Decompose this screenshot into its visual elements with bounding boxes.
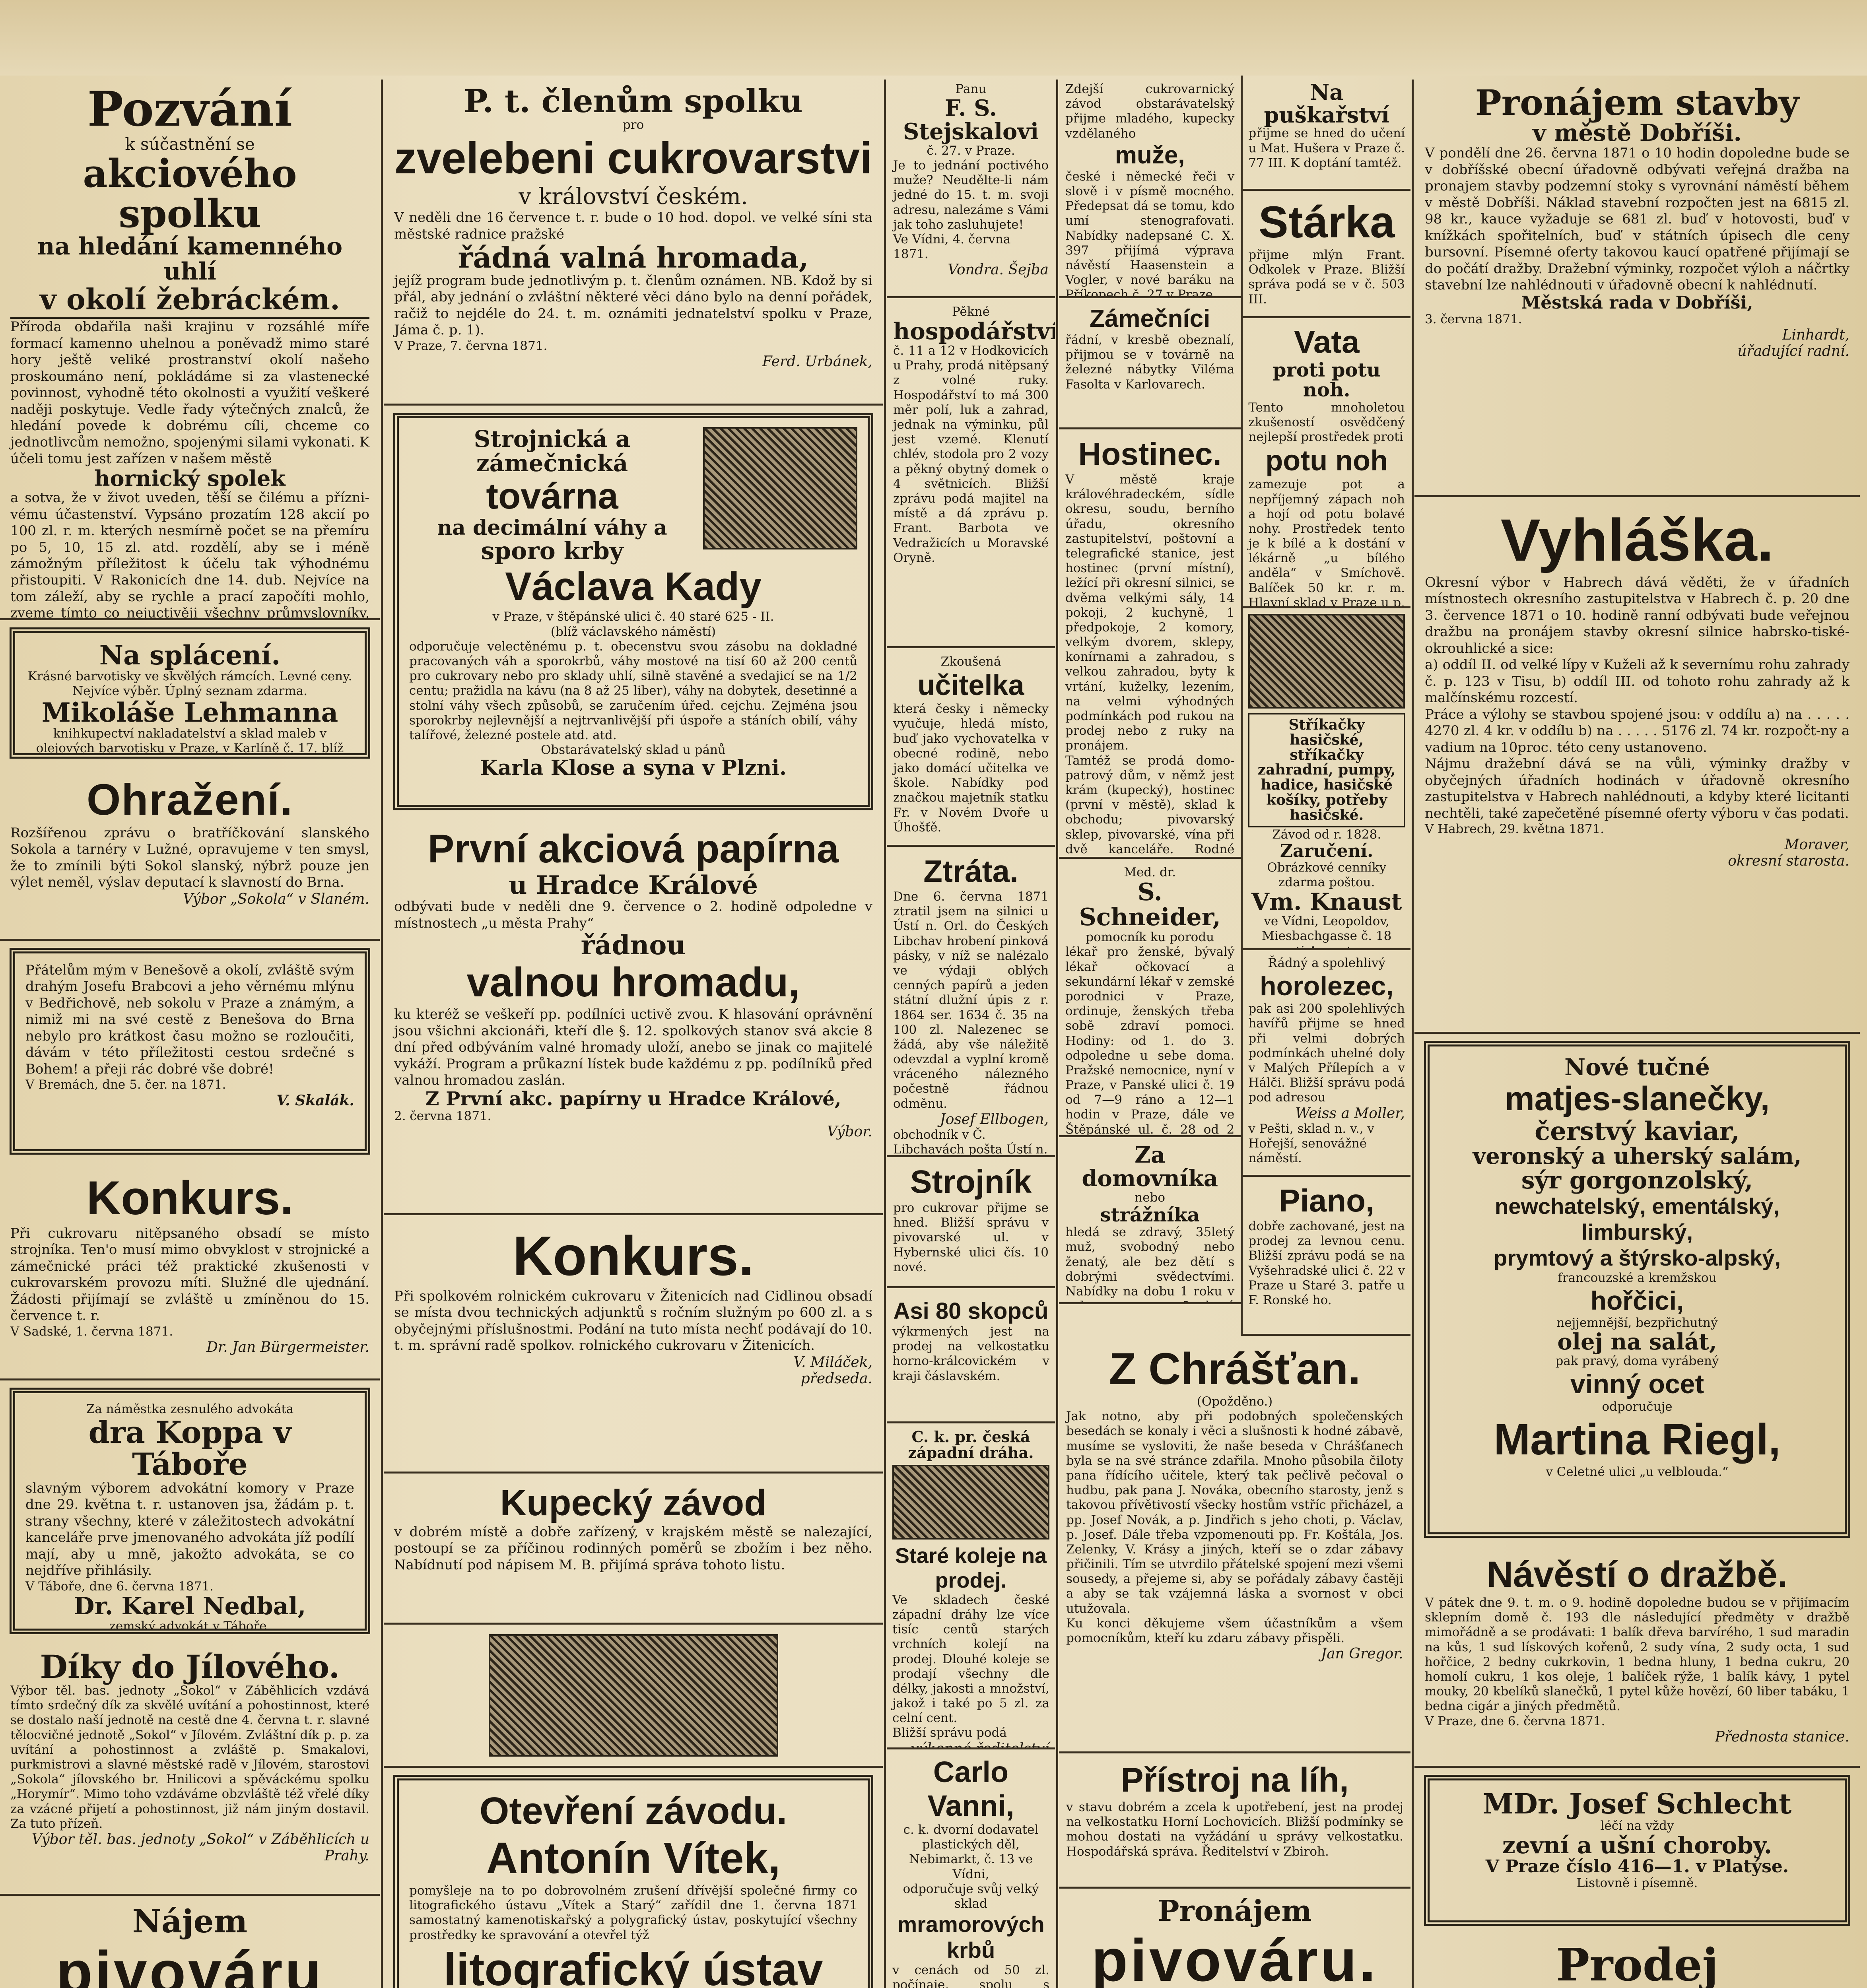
ad-body: zamezuje pot a nepříjemný zápach noh a hojí od potu bolavé nohy. Prostředek tento je k bílé a k dostání v lékárně „u bílého anděla“ v Smíchově. Balíček 50 kr. r. m. Hlavní sklad v Praze u p.	[1248, 477, 1405, 608]
ad-title: hospodářství	[893, 319, 1049, 344]
ad-address: v Celetné ulici „u velblouda.“	[1440, 1465, 1834, 1479]
ad-subtitle: (Opožděno.)	[1066, 1394, 1403, 1409]
ad-subtitle: odporučuje svůj velký sklad	[892, 1882, 1049, 1911]
ad-body: pro cukrovar přijme se hned. Bližší správu v pivovarské ul. v Hybernské ulici čís. 10 nové.	[893, 1201, 1049, 1275]
ad-title: Otevření závodu.	[409, 1789, 857, 1833]
ad-body: hledá se zdravý, 35letý muž, svobodný nebo ženatý, ale bez dětí s dobrými svědectvími. Nabídky na dobu 1 roku v	[1065, 1225, 1234, 1304]
ad-title: Kupecký závod	[394, 1482, 872, 1524]
ad-date: V Sadské, 1. června 1871.	[10, 1324, 369, 1339]
ad-date: V Praze, 7. června 1871.	[394, 339, 872, 353]
ad-subtitle: v městě Dobříši.	[1425, 121, 1850, 145]
ad-body: odporučuje velectěnému p. t. obecenstvu svou zásobu na dokladné pracovaných váh a sporokrbů, váhy mostové na tisí 60 až 200 centů pro cukrovary nebo pro sklady uhlí, silně stavěné a svedajicí se na 1/2 centu; pražidla na kávu (na 8 až 25 liber), váhy na dobytek, desetinné a stolní váhy všech způsobů, se zaručením úřed. cejchu. Zejména jsou sporokrby nejlevnější a nejtrvanlivější při úspoře a stáních obilí, váhy talířové, železné postele atd. atd.	[409, 639, 857, 743]
ad-emphasis: řádnou	[394, 932, 872, 959]
ad-body: a) oddíl II. od velké lípy v Kuželi až k severnímu rohu zahrady č. p. 123 v Tisu, b) oddíl III. od tohoto rohu zahrady až k malčínskému rozcestí.	[1425, 657, 1850, 706]
ad-signature: předseda.	[394, 1371, 872, 1387]
ad-title: Ztráta.	[893, 853, 1049, 889]
ad-line: vinný ocet	[1440, 1369, 1834, 1400]
ad-body: Výbor těl. bas. jednoty „Sokol“ v Záběhlicích vzdává tímto srdečný dík za skvělé uvítání a pohostinnost, které se dostalo naší jednotě na cestě dne 4. června t. r. slavné tělocvičné jednotě „Sokol“ v Jílovém. Zvláštní dík p. p. za uvítání a pohostinnost a zvláště p. Smakalovi, purkmistrovi a slavné městské radě v Jílovém, starostovi „Sokola“ jílovského br. Hnilicovi a spěváckému spolku „Horymír“. Mimo toho vzdáváme obzvláště též vřelé díky za vzácné přijetí a pohostinnost, již nám jiným dostavil. Za tuto přízeň.	[10, 1683, 369, 1831]
ad-date: V Bremách, dne 5. čer. na 1871.	[25, 1077, 354, 1092]
ad-headline: valnou hromadu,	[394, 959, 872, 1006]
ad-body: dobře zachované, jest na prodej za levnou cenu. Bližší zprávu podá se na Vyšehradské ulici č. 22 v Praze u Staré 3. patře u F. Ronské ho.	[1248, 1219, 1405, 1308]
ad-title: Pozvání	[10, 84, 369, 134]
ad-subtitle: Bližší správu podá	[892, 1726, 1049, 1740]
ad-title: Strojník	[893, 1163, 1049, 1201]
ad-signature: Moraver,	[1425, 837, 1850, 853]
ad-subtitle: c. k. dvorní dodavatel plastických děl, Nebimarkt, č. 13 ve Vídni,	[892, 1823, 1049, 1882]
ad-body: Ve skladech české západní dráhy lze více tisíc centů starých vrchních kolejí na prodej. Dlouhé koleje se prodají všechny dle délky, jakosti a množství, jakož i také po 5 zl. za celní cent.	[892, 1593, 1049, 1726]
ad-signature: Přednosta stanice.	[1425, 1729, 1850, 1745]
ad-emphasis: muže,	[1065, 141, 1234, 169]
ad-signature: Výbor „Sokola“ v Slaném.	[10, 891, 369, 907]
ad-signature: Linhardt,	[1425, 327, 1850, 343]
ad-body: Ku konci děkujeme všem účastníkům a všem pomocníkům, kteří ku zdaru zábavy přispěli.	[1066, 1616, 1403, 1646]
ad-title: Na splácení.	[25, 642, 354, 669]
ad-body: lékař pro ženské, bývalý lékař očkovací a sekundární lékař v zemské porodnici v Praze, ordinuje, ženských třeba sobě zdraví pomoci. Hodiny: od 1. do 3. odpoledne u sebe doma. Pražské nemocnice, nyní v Praze, v Panské ulici č. 19 od 7—9 ráno a 12—1 hodin v Praze, dále ve Štěpánské ul. č. 28 od 2	[1065, 945, 1234, 1137]
ad-signature: obchodník v Č. Libchavách pošta Ústí n.	[893, 1128, 1049, 1157]
ad-body: řádní, v kresbě obeznalí, přijmou se v továrně na železné nábytky Viléma Fasolta v Karlovarech.	[1065, 333, 1234, 392]
ad-subtitle: Zaručení.	[1248, 842, 1405, 860]
ad-title: Asi 80 skopců	[892, 1298, 1049, 1324]
ad-body: Okresní výbor v Habrech dává věděti, že v úřadních místnostech okresního zastupitelstva v Habrech č. p. 20 dne 3. července 1871 o 10. hodině ranní odbývati bude veřejnou dražbu na pronájem stavby okresní silnice habrsko-tiské-okrouhlické a sice:	[1425, 575, 1850, 657]
ad-title: S. Schneider,	[1065, 880, 1234, 930]
ad-headline: továrna	[409, 476, 695, 517]
ad-title: Díky do Jílového.	[10, 1650, 369, 1683]
ad-emphasis: potu noh	[1248, 445, 1405, 477]
ad-headline: Staré koleje na prodej.	[892, 1543, 1049, 1593]
ad-note: (blíž václavského náměstí)	[409, 625, 857, 639]
ad-footer: Obstarávatelský sklad u pánů	[409, 743, 857, 757]
ad-body: V neděli dne 16 července t. r. bude o 10 hod. dopol. ve velké síni sta městské radnice pražské	[394, 210, 872, 243]
ad-subtitle: k súčastnění se	[10, 134, 369, 154]
ad-headline: na hledání kamenného uhlí	[10, 234, 369, 284]
ad-title: MDr. Josef Schlecht	[1440, 1789, 1834, 1819]
ad-title: Piano,	[1248, 1182, 1405, 1219]
ad-signature: výkonné ředitelství	[892, 1741, 1049, 1749]
ad-body: v cenách od 50 zl. počínaje, spolu s	[892, 1963, 1049, 1988]
ad-title: Nájem	[10, 1905, 369, 1938]
ad-headline: akciového spolku	[10, 154, 369, 234]
ad-line: francouzské a kremžskou	[1440, 1271, 1834, 1285]
ad-body: Tamtéž se prodá domo-patrový dům, v němž jest krám (kupecký), hostinec (první v městě), sklad k obchodu; pivovarský sklep, pivovarské, vína při dvě kanceláře. Rodné	[1065, 753, 1234, 859]
ad-body: Tento mnoholetou zkušeností osvědčený nejlepší prostředek proti	[1248, 400, 1405, 445]
ad-signature: Vondra. Šejba	[893, 262, 1049, 278]
ad-signature: Dr. Karel Nedbal,	[25, 1594, 354, 1619]
ad-body: přijme mlýn Frant. Odkolek v Praze. Bližší správa podá se v č. 503 III.	[1248, 248, 1405, 307]
ad-signature: Josef Ellbogen,	[893, 1111, 1049, 1128]
ad-line: hořčici,	[1440, 1285, 1834, 1316]
ad-name: Mikoláše Lehmanna	[25, 699, 354, 726]
ad-line: odporučuje	[1440, 1400, 1834, 1414]
ad-signature: Městská rada v Dobříši,	[1425, 294, 1850, 312]
ad-signature: V. Skalák.	[25, 1092, 354, 1109]
ad-subtitle: č. 27. v Praze.	[893, 144, 1049, 158]
ad-title: Stříkačky hasičské, stříkačky zahradní, pumpy, hadice, hasičské košíky, potřeby hasičské.	[1248, 713, 1405, 827]
ad-title: Z Chrášťan.	[1066, 1343, 1403, 1394]
ad-body: Rozšířenou zprávu o bratříčkování slanského Sokola a tarnéry v Lužné, opravujeme v ten smysl, že to zmínili býti Sokol slanský, nýbrž pouze jen výlet neměl, výslav deputací k slavností do Brna.	[10, 825, 369, 891]
ad-subtitle: léčí na vždy	[1440, 1819, 1834, 1833]
ad-body: Dne 6. června 1871 ztratil jsem na silnici u Ústí n. Orl. do Českých Libchav hrobení pinková pásky, v níž se nalézalo ve výdaji oblých cenných papírů a jeden státní dlužní úpis z r. 1864 ser. 1634 č. 35 na 100 zl. Nalezenec se žádá, aby vše náležitě odevzdal a vyplní kromě vráceného nálezného počestně řádnou odměnu.	[893, 889, 1049, 1111]
ad-headline: mramorových krbů	[892, 1911, 1049, 1963]
ad-signature: Jan Gregor.	[1066, 1646, 1403, 1662]
ad-emphasis: hornický spolek	[10, 467, 369, 490]
ad-body: přijme se hned do učení u Mat. Hušera v Praze č. 77 III. K doptání tamtéž.	[1248, 126, 1405, 171]
ad-subtitle: Závod od r. 1828.	[1248, 827, 1405, 842]
ad-subtitle: sporo krby	[409, 539, 695, 564]
ad-title: Vata	[1248, 324, 1405, 360]
ad-subtitle: nebo	[1065, 1190, 1234, 1205]
ad-body: V pondělí dne 26. června 1871 o 10 hodin dopoledne bude se v dobříšské obecní úřadovně odbývati veřejná dražba na pronajem stavby podzemní stoky s vyrovnání náměstí během v městě Dobříši. Náklad stavební rozpočten jest na 6815 zl. 98 kr., kauce vyžaduje se 681 zl. buď v hotovosti, buď v knížkách spořitelních, buď v státních úpisech dle ceny bursovní. Písemné oferty takovou kaucí opatřené přijímají se do počátí dražby. Dražební výminky, rozpočet výloh a náčrtky stavební lze nahlédnouti v úřadovně obecní k nahlédnutí.	[1425, 145, 1850, 293]
ad-line: veronský a uherský salám,	[1440, 1145, 1834, 1168]
ad-line: nejjemnější, bezpřichutný	[1440, 1316, 1834, 1330]
ad-name: Václava Kady	[409, 564, 857, 610]
ad-footer: Karla Klose a syna v Plzni.	[409, 757, 857, 779]
ad-signature: V. Miláček,	[394, 1354, 872, 1371]
ad-body: slavným výborem advokátní komory v Praze dne 29. května t. r. ustanoven jsa, žádám p. t. strany všechny, které v záležitostech advokátní kanceláře prve jmenovaného advokáta jíž podílí mají, aby u mně, jakožto advokáta, se co nejdříve přihlásily.	[25, 1480, 354, 1579]
ad-signature: okresní starosta.	[1425, 853, 1850, 869]
ad-subtitle: Obrázkové cenníky zdarma poštou.	[1248, 860, 1405, 890]
ad-line: pak pravý, doma vyrábený	[1440, 1354, 1834, 1369]
ad-title: Za domovníka	[1065, 1143, 1234, 1190]
ad-signature: Dr. Jan Bürgermeister.	[10, 1339, 369, 1355]
ad-title: Ohražení.	[10, 775, 369, 825]
ad-title: učitelka	[893, 669, 1049, 702]
ad-headline: litografický ústav	[409, 1943, 857, 1988]
ad-title: Prodej	[1425, 1942, 1850, 1988]
ad-body: v stavu dobrém a zcela k upotřebení, jest na prodej na velkostatku Horní Lochovicích. Bližší podmínky se mohou dostati na vyžádání u správy velkostatku. Hospodářská správa. Ředitelství v Zbiroh.	[1066, 1800, 1403, 1859]
ad-body: V městě kraje královéhradeckém, sídle okresu, soudu, berního úřadu, okresního zastupitelství, poštovní a telegrafické stanice, jest hostinec (první místní), ležící při okresní silnici, se dvěma velkými sály, 14 pokoji, 2 kuchyně, 1 předpokoje, 2 komory, velkým dvorem, sklepy, konírnami a zahradou, s velkou zahradou, byty k vrtání, kuželky, lezením, na velmi výhodných podmínkách pod rukou na prodej nebo z ruky na pronájem.	[1065, 472, 1234, 753]
ad-signature: úřadující radní.	[1425, 343, 1850, 359]
ad-title: C. k. pr. česká západní dráha.	[892, 1429, 1049, 1461]
ad-subtitle: Panu	[893, 82, 1049, 97]
ad-body: jejíž program bude jednotlivým p. t. členům oznámen. NB. Kdož by si přál, aby jednání o zvláštní některé věci dáno bylo na denní pořádek, račiž to nejdéle do 24. t. m. oznámiti jednatelství spolku v Praze, Jáma č. p. 1).	[394, 273, 872, 339]
ad-body: ku kteréž se veškeří pp. podílníci uctivě zvou. K hlasování oprávnění jsou všichni akcionáři, kteří dle §. 12. spolkových stanov svá akcie 8 dní před odbýváním valné hromady uloží, anebo se jinak co majitelé vykáží. Program a průkazní lístek bude každému z pp. podílníků před valnou hromadou zaslán.	[394, 1006, 872, 1089]
ad-headline: v okolí žebráckém.	[10, 284, 369, 319]
ad-name: Martina Riegl,	[1440, 1414, 1834, 1465]
ad-headline: pivováru	[10, 1938, 369, 1988]
ad-name: Antonín Vítek,	[409, 1833, 857, 1883]
ad-address: ve Vídni, Leopoldov, Miesbachgasse č. 18	[1248, 914, 1405, 950]
ad-line: sýr gorgonzolský,	[1440, 1168, 1834, 1193]
ad-subtitle: Nové tučné	[1440, 1055, 1834, 1079]
ad-body: která česky i německy vyučuje, hledá místo, buď jako vychovatelka v obecné rodině, nebo jako domácí učitelka ve škole. Nabídky pod značkou majetník statku Fr. v Novém Dvoře u Úhošťě.	[893, 702, 1049, 835]
ad-body: výkrmených jest na prodej na velkostatku horno-králcovickém v kraji čáslavském.	[892, 1324, 1049, 1384]
ad-address: V Praze číslo 416—1. v Platýse.	[1440, 1858, 1834, 1876]
ad-subtitle: u Hradce Králové	[394, 872, 872, 899]
ad-signature: Z První akc. papírny u Hradce Králové,	[394, 1089, 872, 1109]
ad-title: Pronájem stavby	[1425, 84, 1850, 121]
ad-title: Stárka	[1248, 196, 1405, 248]
ad-body: Při cukrovaru nitěpsaného obsadí se místo strojníka. Ten'o musí mimo obvyklost v strojnické a zámečnické práci též praktické zkušenosti v cukrovarském provozu míti. Služné dle ujednání. Žádosti přijímají se zvláště u zmíněnou do 15. července t. r.	[10, 1225, 369, 1324]
ad-line: olej na salát,	[1440, 1330, 1834, 1354]
ad-body: odbývati bude v neděli dne 9. července o 2. hodině odpoledne v místnostech „u města Prahy“	[394, 899, 872, 932]
ad-subtitle: Med. dr.	[1065, 865, 1234, 880]
ad-date: V Táboře, dne 6. června 1871.	[25, 1579, 354, 1594]
ad-body: Nájmu dražební dává se na vůli, výminky dražby v obyčejných úřadních hodinách v úřadovně okresního zastupitelstva v Habrech nahlédnouti, a kdyby které licitanti nechtěli, také zapečetěné písemné oferty výboru v čas podati.	[1425, 756, 1850, 822]
ad-headline: zvelebeni cukrovarstvi	[394, 132, 872, 184]
ad-address: knihkupectví nakladatelství a sklad maleb v olejových barvotisku v Praze, v Karlíně č. 17. blíž	[25, 726, 354, 759]
ad-body: Při spolkovém rolnickém cukrovaru v Žitenicích nad Cidlinou obsadí se místa dvou technických adjunktů s ročním služným po 600 zl. a s obyčejnými příslušnostmi. Podání na tuto místa nechť podávají do 10. t. m. správní radě spolkov. rolnického cukrovaru v Žitenicích.	[394, 1288, 872, 1354]
ad-title: Vyhláška.	[1425, 506, 1850, 575]
ad-title: První akciová papírna	[394, 826, 872, 872]
ad-body: v dobrém místě a dobře zařízený, v krajském městě se nalezající, postoupí se za příčinou rodinných poměrů se zbožím i bez něho. Nabídnutí pod nápisem M. B. přijímá správa tohoto listu.	[394, 1524, 872, 1573]
ad-subtitle: strážníka	[1065, 1205, 1234, 1225]
ad-subtitle: Pěkné	[893, 305, 1049, 319]
ad-date: 2. června 1871.	[394, 1109, 872, 1124]
ad-title: F. S. Stejskalovi	[893, 97, 1049, 144]
ad-body: Je to jednání poctivého muže? Neudělte-li nám jedné do 15. t. m. svoji adresu, nalezáme s Vámi jak toho zasluhujete!	[893, 158, 1049, 232]
ad-name: Vm. Knaust	[1248, 890, 1405, 914]
ad-line: prymtový a štýrsko-alpský,	[1440, 1245, 1834, 1271]
ad-title: Strojnická a zámečnická	[409, 427, 695, 476]
ad-subtitle: Za náměstka zesnulého advokáta	[25, 1402, 354, 1417]
ad-body: Práce a výlohy se stavbou spojené jsou: v oddílu a) na . . . . . 4270 zl. 4 kr. v oddílu b) na . . . . . 5176 zl. 74 kr. rozpočt-ny a vadium na 10proc. této ceny ustanoveno.	[1425, 707, 1850, 756]
ad-subtitle: proti potu noh.	[1248, 360, 1405, 400]
ad-title: Carlo Vanni,	[892, 1755, 1049, 1823]
ad-subtitle: v království českém.	[394, 184, 872, 210]
ad-title: horolezec,	[1248, 971, 1405, 1002]
ad-line: matjes-slanečky,	[1440, 1079, 1834, 1118]
ad-subtitle: Zkoušená	[893, 654, 1049, 669]
ad-date: Ve Vídni, 4. června 1871.	[893, 232, 1049, 262]
ad-title: Konkurs.	[10, 1171, 369, 1225]
ad-signature: v Pešti, sklad n. v., v Hořejší, senovážné náměstí.	[1248, 1122, 1405, 1166]
ad-date: 3. června 1871.	[1425, 312, 1850, 327]
ad-body: zevní a ušní choroby.	[1440, 1833, 1834, 1858]
ad-body: č. 11 a 12 v Hodkovicích u Prahy, prodá nitěpsaný z volné ruky. Hospodářství to má 300 měr polí, luk a zahrad, jednak na výminku, půl jest vzemé. Klenutí chlév, stodola pro 2 vozy a pěkný obytný domek o 4 světnicích. Bližší zprávu podá majitel na místě a dá zprávu p. Frant. Barbota ve Vedražicích u Moravské Oryně.	[893, 344, 1049, 565]
ad-date: V Habrech, 29. května 1871.	[1425, 822, 1850, 837]
ad-title: Přístroj na líh,	[1066, 1761, 1403, 1800]
ad-signature: Výbor těl. bas. jednoty „Sokol“ v Záběhlicích u Prahy.	[10, 1831, 369, 1864]
ad-title: Na puškařství	[1248, 81, 1405, 126]
ad-address: v Praze, v štěpánské ulici č. 40 staré 625 - II.	[409, 610, 857, 624]
ad-line: čerstvý kaviar,	[1440, 1118, 1834, 1145]
ad-signature: Ferd. Urbánek,	[394, 353, 872, 370]
ad-subtitle: Pronájem	[1066, 1896, 1403, 1926]
ad-body: české i německé řeči v slově i v písmě mocného. Předepsat dá se tomu, kdo umí stenografovati. Nabídky nadepsané C. X. 397 přijímá výprava návěstí Haasenstein a Vogler, v nové baráku na Příkopech č. 27 v Praze.	[1065, 169, 1234, 298]
ad-title: Konkurs.	[394, 1224, 872, 1288]
ad-body: Jak notno, aby při podobných společenských besedách se konaly i věci a slušnosti k hodné zábavě, musíme se vysloviti, že naše beseda v Chrášťanech byla se na své stránce zdařila. Mnoho působila čiloty pana řídícího učitele, který tak pečlivě pečoval o hudbu, pak pana J. Nováka, obecního starosty, jenž s takovou přívětivostí všecky hostům vstříc přicházel, a pp. Josef Novák, a p. Jindřich s jeho choti, p. Václav, p. Josef. Dále třeba vzpomenouti pp. Fr. Koštála, Jos. Zelenky, V. Krásy a jiných, kteří se o zdar zábavy přičinili. Tím se utvrdilo přátelské spojení mezi všemi sousedy, a přejeme si, aby se pořádaly zábavy častěji a aby se tak vzájemná láska a svornost v obci utužovala.	[1066, 1409, 1403, 1616]
ad-title: Návěstí o dražbě.	[1425, 1554, 1850, 1596]
ad-body: Zdejší cukrovarnický závod obstarávatelský přijme mladého, kupecky vzdělaného	[1065, 82, 1234, 141]
ad-signature: Weiss a Moller,	[1248, 1105, 1405, 1122]
ad-body: Příroda obdařila naši krajinu v rozsáhlé míře formací kamenno uhelnou a poněvadž mimo staré hory ještě veliké prostranství okolí našeho proskoumáno není, pokládáme si za vlastenecké povinnost, vyhodně této okolnosti a využití veškeré naději poskytuje. Vedle řady výtečných znalců, že hledání povede k dobrému cíli, chceme co jednotlivcům nemožno, spojenými silami vykonati. K účeli tomu jest zařízen v našem městě	[10, 319, 369, 467]
ad-emphasis: řádná valná hromada,	[394, 243, 872, 273]
ad-subtitle: na decimální váhy a	[409, 517, 695, 539]
ad-title: Zámečníci	[1065, 305, 1234, 333]
ad-line: newchatelský, ementálský, limburský,	[1440, 1193, 1834, 1245]
ad-body: Krásné barvotisky ve skvělých rámcích. Levné ceny. Nejvíce výběr. Úplný seznam zdarma.	[25, 669, 354, 699]
ad-body: pak asi 200 spolehlivých havířů přijme se hned při velmi dobrých podmínkách uhelné doly v Malých Přílepích a v Hálči. Bližší správu podá pod adresou	[1248, 1002, 1405, 1105]
ad-body: a sotva, že v život uveden, těší se čilému a přízni-vému účastenství. Vypsáno prozatím 128 akcií po 100 zl. r. m. kterých nesmírně počet se na přemíru po 5, 10, 15 zl. atd. rozdělí, aby se i méně zámožným příležitost k účelu tak výhodnému přistoupiti. V Rakonicích dne 14. dub. Nejvíce na tom záleží, aby se rychle a prací započíti mohlo, zveme tímto co nejuctivěji všechny průmyslovníky,	[10, 490, 369, 620]
ad-title: dra Koppa v Táboře	[25, 1417, 354, 1480]
ad-title: P. t. členům spolku	[394, 84, 872, 118]
ad-subtitle: Řádný a spolehlivý	[1248, 956, 1405, 971]
ad-title: Hostinec.	[1065, 436, 1234, 472]
ad-date: V Praze, dne 6. června 1871.	[1425, 1714, 1850, 1729]
ad-subtitle: pro	[394, 118, 872, 132]
ad-signature: Výbor.	[394, 1124, 872, 1140]
ad-body: V pátek dne 9. t. m. o 9. hodině dopoledne budou se v přijímacím sklepním domě č. 193 dle následující předměty v dražbě mimořádně a se prodávati: 1 balík dřeva barvírého, 1 sud maradin na kůs, 1 sud lískových kořenů, 2 sudy vína, 2 sudy octa, 1 sud hořčice, 2 bedny cukrkovin, 1 bedna hluny, 1 bedna cukru, 20 homolí cukru, 1 kos oleje, 1 balíček rýže, 1 balík kávy, 1 pytel mouky, 20 kbelíků slanečků, 1 pytel kůže hovězí, 60 liber tabáku, 1 bedna cigár a jiných předmětů.	[1425, 1596, 1850, 1714]
ad-body: pomyšleje na to po dobrovolném zrušení dřívější společné firmy co litografického ústavu „Vítek a Starý“ zařídil dne 1. června 1871 samostatný kamenotiskařský a polygrafický ústav, poskytující všechny prostředky ke spravování a otevřel týž	[409, 1883, 857, 1943]
ad-title: pivováru.	[1066, 1926, 1403, 1988]
ad-subtitle: pomocník ku porodu	[1065, 930, 1234, 945]
ad-subtitle: Listovně i písemně.	[1440, 1876, 1834, 1891]
ad-signature: zemský advokát v Táboře.	[25, 1619, 354, 1634]
ad-body: Přátelům mým v Benešově a okolí, zvláště svým drahým Josefu Brabcovi a jeho věrnému mlýnu v Bedřichově, neb sokolu v Praze a známým, a nimiž mi na své cestě z Benešova do Brna nebylo pro krátkost času možno se rozloučiti, dávám v této příležitosti cestou srdečné s Bohem! a přeji rác dobré vše dobré!	[25, 962, 354, 1077]
